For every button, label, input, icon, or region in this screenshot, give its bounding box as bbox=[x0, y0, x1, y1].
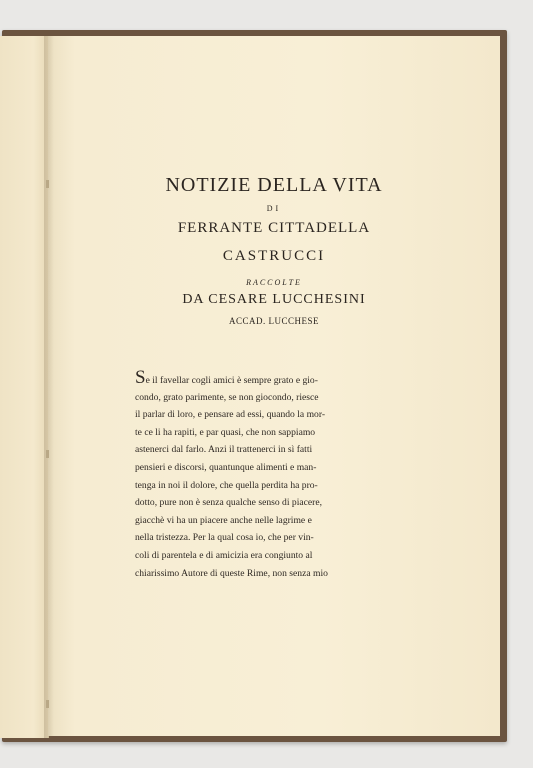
body-line: condo, grato parimente, se non giocondo, riesce bbox=[135, 391, 319, 403]
title-raccolte: RACCOLTE bbox=[246, 278, 302, 287]
body-line: te ce li ha rapiti, e par quasi, che non sappiamo bbox=[135, 426, 316, 438]
title-main: NOTIZIE DELLA VITA bbox=[165, 174, 383, 196]
title-author: DA CESARE LUCCHESINI bbox=[182, 292, 366, 307]
gutter-shadow bbox=[44, 36, 54, 738]
body-line: giacchè vi ha un piacere anche nelle lagrime e bbox=[135, 514, 312, 526]
body-line-text: e il favellar cogli amici è sempre grato e gio- bbox=[145, 375, 318, 386]
body-line: pensieri e discorsi, quantunque alimenti e man- bbox=[135, 461, 317, 473]
body-line: chiarissimo Autore di queste Rime, non senza mio bbox=[135, 567, 328, 579]
binding-stitch bbox=[46, 450, 49, 458]
drop-cap: S bbox=[135, 367, 146, 388]
title-academy: ACCAD. LUCCHESE bbox=[228, 316, 319, 326]
left-page-edge bbox=[0, 36, 49, 738]
body-line: dotto, pure non è senza qualche senso di piacere, bbox=[135, 497, 323, 509]
body-line: nella tristezza. Per la qual cosa io, che per vin- bbox=[135, 532, 314, 544]
body-line: il parlar di loro, e pensare ad essi, quando la mor- bbox=[135, 409, 326, 421]
body-paragraph bbox=[135, 367, 384, 582]
body-line bbox=[135, 367, 384, 389]
title-di: DI bbox=[266, 204, 282, 213]
body-line: astenerci dal farlo. Anzi il trattenerci in sì fatti bbox=[135, 444, 313, 456]
title-name-line1: FERRANTE CITTADELLA bbox=[177, 220, 371, 236]
title-name-line2: CASTRUCCI bbox=[222, 248, 326, 264]
body-line: tenga in noi il dolore, che quella perdita ha pro- bbox=[135, 479, 318, 491]
body-line: coli di parentela e di amicizia era congiunto al bbox=[135, 549, 313, 561]
binding-stitch bbox=[46, 700, 49, 708]
